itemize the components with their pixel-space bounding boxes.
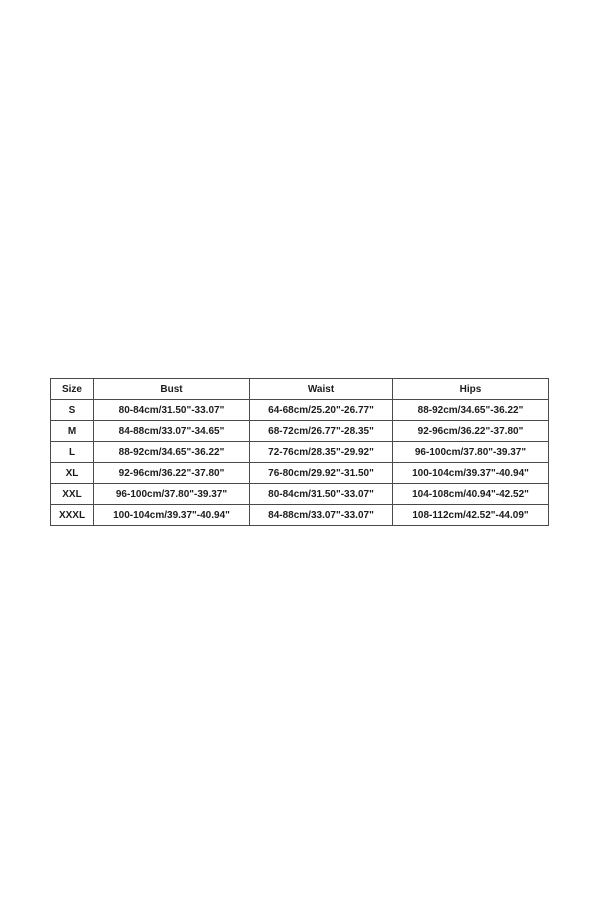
size-cell: XL (51, 463, 94, 484)
hips-cell: 100-104cm/39.37"-40.94" (393, 463, 549, 484)
bust-cell: 80-84cm/31.50"-33.07" (94, 400, 250, 421)
table-header-row (51, 379, 549, 400)
waist-cell: 84-88cm/33.07"-33.07" (250, 505, 393, 526)
header-hips: Hips (393, 379, 549, 400)
header-size: Size (51, 379, 94, 400)
waist-cell: 72-76cm/28.35"-29.92" (250, 442, 393, 463)
size-cell: XXL (51, 484, 94, 505)
waist-cell: 76-80cm/29.92"-31.50" (250, 463, 393, 484)
hips-cell: 88-92cm/34.65"-36.22" (393, 400, 549, 421)
waist-cell: 64-68cm/25.20"-26.77" (250, 400, 393, 421)
bust-cell: 92-96cm/36.22"-37.80" (94, 463, 250, 484)
table-row (51, 442, 549, 463)
table-row (51, 421, 549, 442)
size-cell: L (51, 442, 94, 463)
size-cell: XXXL (51, 505, 94, 526)
waist-cell: 68-72cm/26.77"-28.35" (250, 421, 393, 442)
bust-cell: 96-100cm/37.80"-39.37" (94, 484, 250, 505)
size-cell: M (51, 421, 94, 442)
hips-cell: 104-108cm/40.94"-42.52" (393, 484, 549, 505)
size-cell: S (51, 400, 94, 421)
size-chart-table (50, 378, 549, 526)
bust-cell: 84-88cm/33.07"-34.65" (94, 421, 250, 442)
hips-cell: 108-112cm/42.52"-44.09" (393, 505, 549, 526)
waist-cell: 80-84cm/31.50"-33.07" (250, 484, 393, 505)
bust-cell: 100-104cm/39.37"-40.94" (94, 505, 250, 526)
hips-cell: 92-96cm/36.22"-37.80" (393, 421, 549, 442)
table-row (51, 400, 549, 421)
table-row (51, 505, 549, 526)
header-bust: Bust (94, 379, 250, 400)
bust-cell: 88-92cm/34.65"-36.22" (94, 442, 250, 463)
header-waist: Waist (250, 379, 393, 400)
table-row (51, 484, 549, 505)
hips-cell: 96-100cm/37.80"-39.37" (393, 442, 549, 463)
table-row (51, 463, 549, 484)
